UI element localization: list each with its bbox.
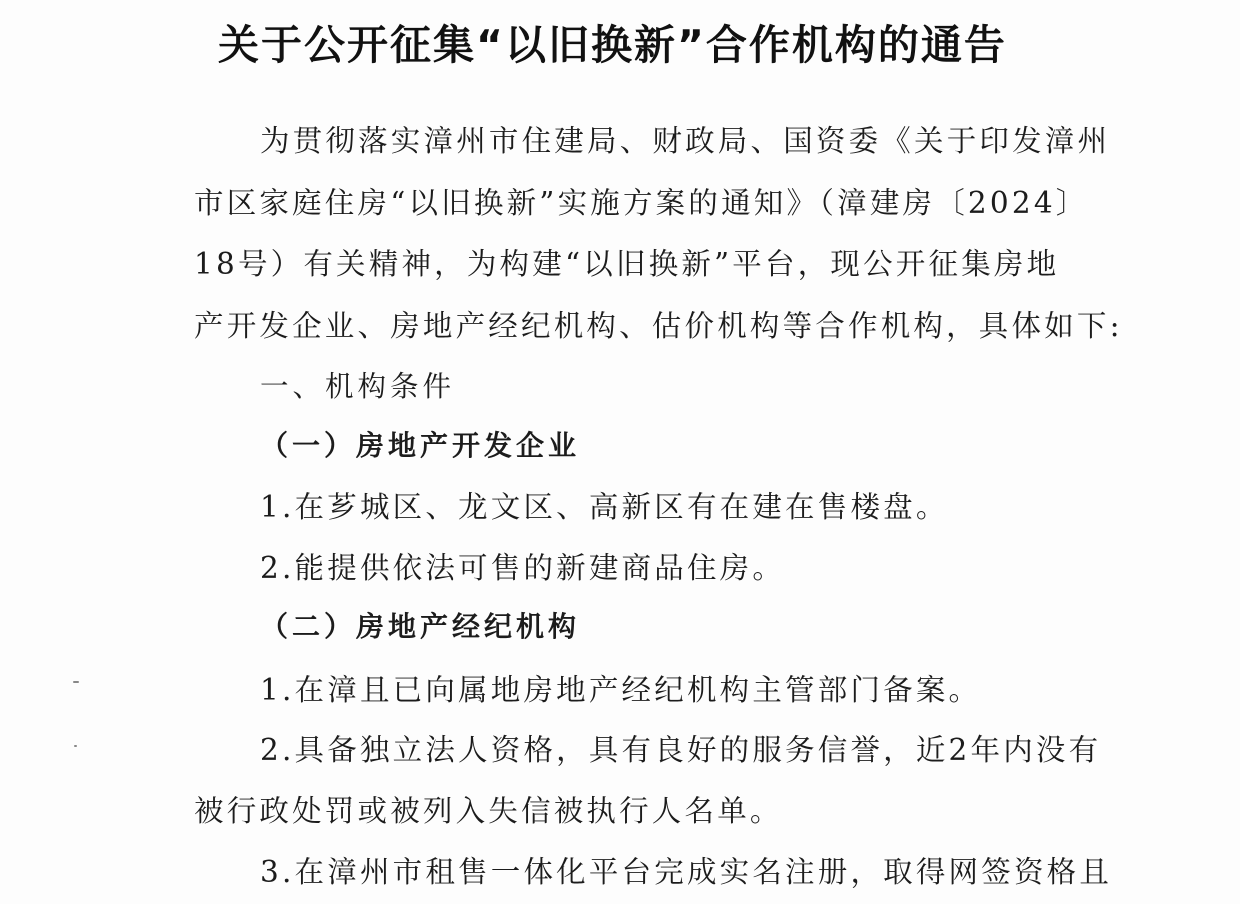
- paragraph-line-4: 产开发企业、房地产经纪机构、估价机构等合作机构，具体如下:: [194, 309, 1123, 343]
- list-item-1-1: 1.在芗城区、龙文区、高新区有在建在售楼盘。: [260, 490, 949, 524]
- list-item-1-2: 2.能提供依法可售的新建商品住房。: [260, 551, 786, 585]
- subsection-heading-2: （二）房地产经纪机构: [260, 610, 581, 643]
- paragraph-line-3: 18号）有关精神，为构建“以旧换新”平台，现公开征集房地: [194, 247, 1060, 281]
- list-item-2-2-cont: 被行政处罚或被列入失信被执行人名单。: [194, 794, 783, 828]
- list-item-2-1: 1.在漳且已向属地房地产经纪机构主管部门备案。: [260, 673, 982, 707]
- scan-speck: [74, 745, 77, 747]
- list-item-2-3: 3.在漳州市租售一体化平台完成实名注册，取得网签资格且: [260, 855, 1113, 889]
- paragraph-line-1: 为贯彻落实漳州市住建局、财政局、国资委《关于印发漳州: [260, 124, 1111, 158]
- paragraph-line-2: 市区家庭住房“以旧换新”实施方案的通知》（漳建房〔2024〕: [194, 186, 1089, 220]
- section-heading-1: 一、机构条件: [260, 370, 456, 403]
- subsection-heading-1: （一）房地产开发企业: [260, 429, 581, 462]
- document-title: 关于公开征集“以旧换新”合作机构的通告: [218, 21, 1007, 69]
- scan-speck: [73, 681, 79, 683]
- list-item-2-2: 2.具备独立法人资格，具有良好的服务信誉，近2年内没有: [260, 733, 1102, 767]
